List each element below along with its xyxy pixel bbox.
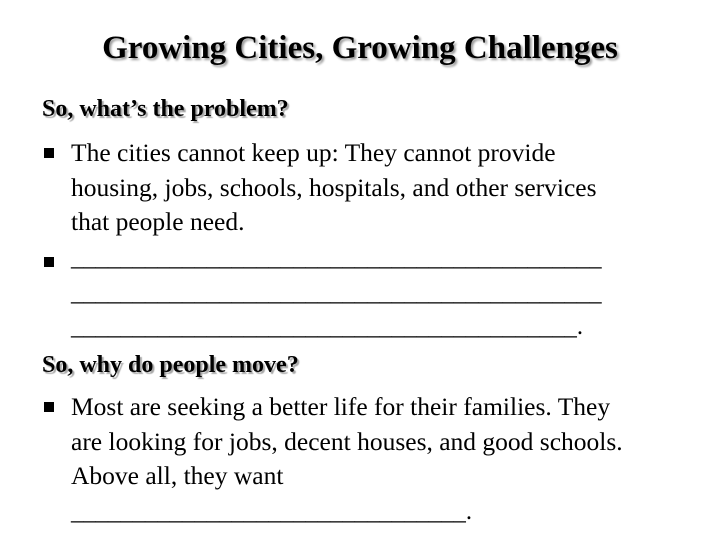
section-heading-why-move: So, why do people move?	[42, 352, 299, 378]
square-bullet-icon	[44, 402, 54, 412]
blank-line: _________________________________________.	[71, 311, 584, 340]
blank-line: ___________________________________________	[71, 242, 602, 271]
blank-line: ________________________________.	[71, 495, 473, 525]
square-bullet-icon	[44, 257, 54, 267]
section-heading-problem: So, what’s the problem?	[42, 96, 289, 122]
text-line: The cities cannot keep up: They cannot provide	[71, 138, 556, 167]
slide-title: Growing Cities, Growing Challenges	[102, 30, 618, 66]
text-line: that people need.	[71, 207, 245, 236]
bullet-text-why-move	[71, 390, 691, 528]
blank-line: ___________________________________________	[71, 276, 602, 306]
fill-in-blank-problem	[71, 240, 691, 344]
text-line: housing, jobs, schools, hospitals, and other services	[71, 172, 597, 202]
text-line: Most are seeking a better life for their families. They	[71, 392, 611, 421]
text-line: Above all, they want	[71, 461, 284, 490]
square-bullet-icon	[44, 148, 54, 158]
text-line: are looking for jobs, decent houses, and good schools.	[71, 426, 623, 456]
bullet-text-problem	[71, 136, 691, 240]
